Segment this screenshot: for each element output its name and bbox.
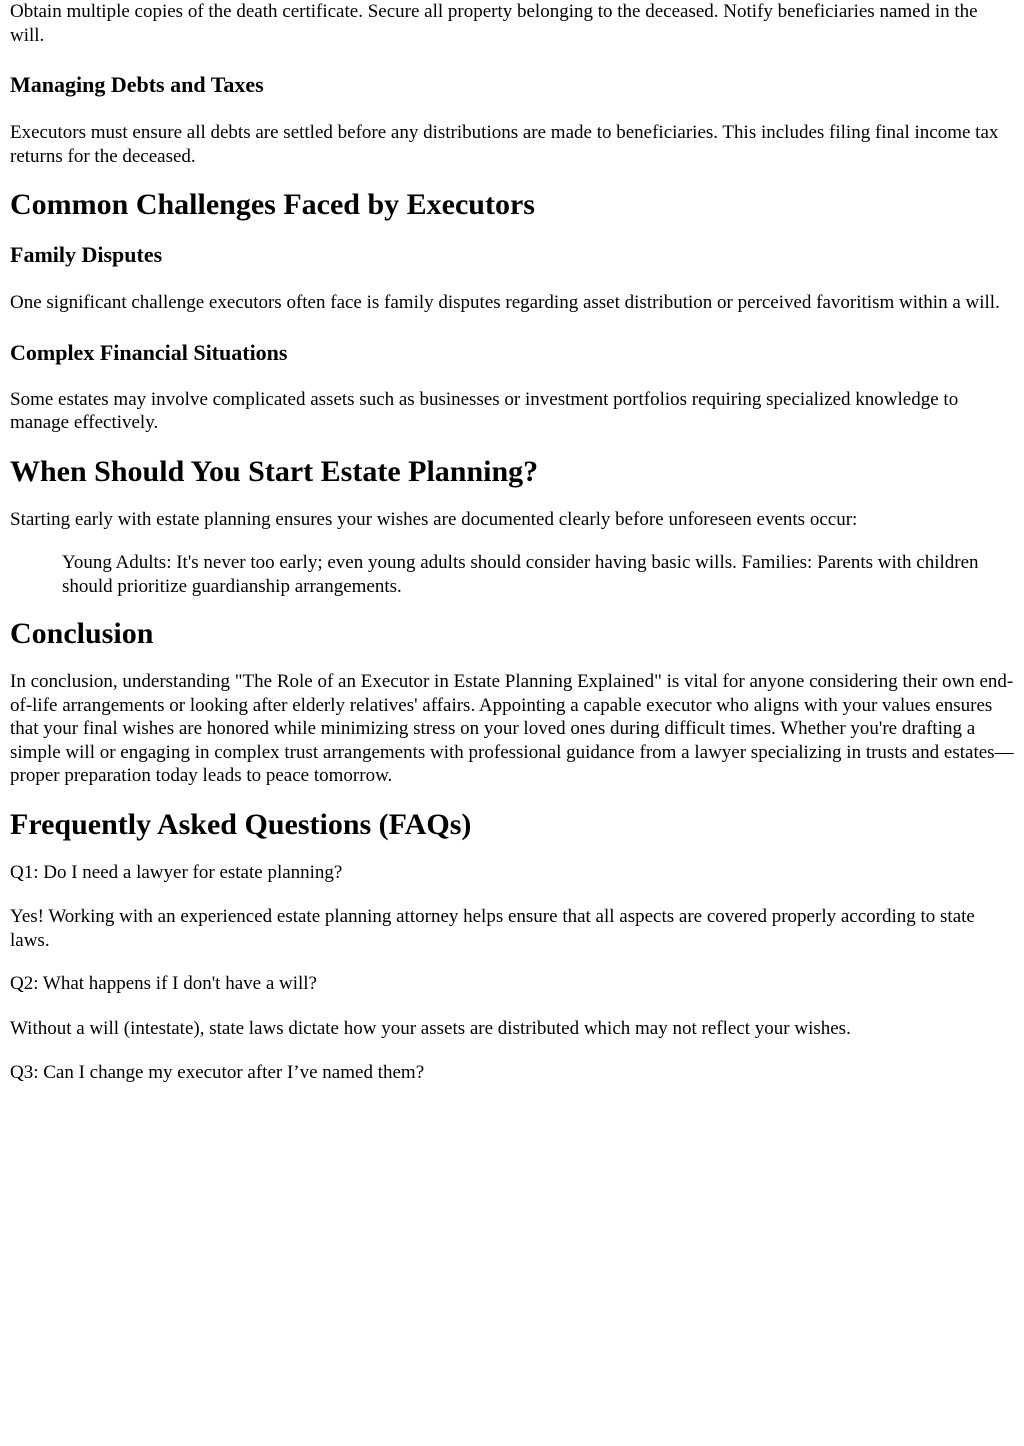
faq-question: Q2: What happens if I don't have a will? [10, 973, 317, 994]
challenges-heading: Common Challenges Faced by Executors [10, 188, 535, 221]
intro-paragraph: Obtain multiple copies of the death certificate. Secure all property belonging to the deceased. Notify beneficiaries named in the will. [10, 1, 978, 46]
family-disputes-paragraph: One significant challenge executors often face is family disputes regarding asset distribution or perceived favoritism within a will. [10, 292, 1000, 313]
family-disputes-heading: Family Disputes [10, 242, 163, 267]
faq-answer: Without a will (intestate), state laws dictate how your assets are distributed which may not reflect your wishes. [10, 1017, 851, 1039]
complex-financial-heading: Complex Financial Situations [10, 339, 288, 365]
faq-question: Q1: Do I need a lawyer for estate planning? [10, 861, 343, 883]
faq-question: Q3: Can I change my executor after I’ve named them? [10, 1062, 425, 1083]
complex-financial-paragraph: Some estates may involve complicated assets such as businesses or investment portfolios requiring specialized knowledge to manage effectively. [10, 388, 959, 433]
conclusion-paragraph: In conclusion, understanding "The Role of an Executor in Estate Planning Explained" is vital for anyone considering their own end-of-life arrangements or looking after elderly relatives' affairs. Appointing a capable executor who aligns with your values ensures that your final wishes are honored while minimizing stress on your loved ones during difficult times. Whether you're drafting a simple will or engaging in complex trust arrangements with professional guidance from a lawyer specializing in trusts and estates—proper preparation today leads to peace tomorrow. [10, 671, 1014, 786]
conclusion-heading: Conclusion [10, 617, 154, 650]
debts-paragraph: Executors must ensure all debts are settled before any distributions are made to beneficiaries. This includes filing final income tax returns for the deceased. [10, 122, 999, 167]
when-start-quote: Young Adults: It's never too early; even young adults should consider having basic wills. Families: Parents with children should prioritize guardianship arrangements. [62, 552, 979, 597]
faq-answer: Yes! Working with an experienced estate planning attorney helps ensure that all aspects are covered properly according to state laws. [10, 906, 975, 951]
faq-heading: Frequently Asked Questions (FAQs) [10, 807, 472, 841]
when-start-heading: When Should You Start Estate Planning? [10, 454, 539, 488]
debts-heading: Managing Debts and Taxes [10, 72, 264, 97]
when-start-paragraph: Starting early with estate planning ensures your wishes are documented clearly before unforeseen events occur: [10, 508, 858, 530]
